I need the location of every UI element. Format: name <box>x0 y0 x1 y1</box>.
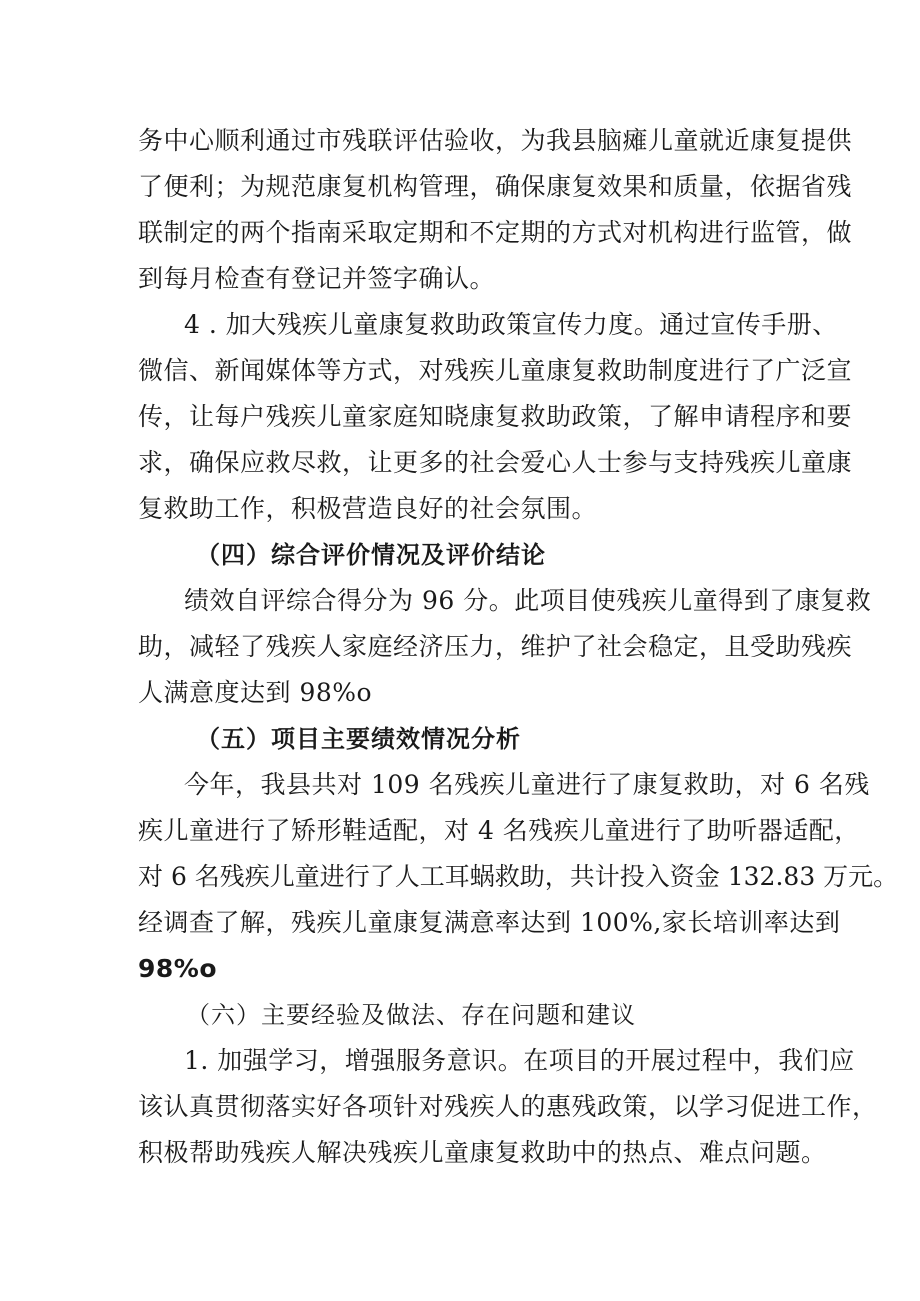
paragraph-line: 求，确保应救尽救，让更多的社会爱心人士参与支持残疾儿童康 <box>138 448 853 477</box>
paragraph-line: 该认真贯彻落实好各项针对残疾人的惠残政策，以学习促进工作， <box>138 1092 878 1121</box>
paragraph-line: 了便利；为规范康复机构管理，确保康复效果和质量，依据省残 <box>138 172 853 201</box>
paragraph-line: 疾儿童进行了矫形鞋适配，对 4 名残疾儿童进行了助听器适配， <box>138 816 860 845</box>
section-heading-4: （四）综合评价情况及评价结论 <box>196 541 546 569</box>
section-heading-5: （五）项目主要绩效情况分析 <box>196 725 521 753</box>
paragraph-line: 4 . 加大残疾儿童康复救助政策宣传力度。通过宣传手册、 <box>184 310 838 339</box>
paragraph-line: 对 6 名残疾儿童进行了人工耳蜗救助，共计投入资金 132.83 万元。 <box>138 862 899 891</box>
paragraph-line: 今年，我县共对 109 名残疾儿童进行了康复救助，对 6 名残 <box>184 770 870 799</box>
paragraph-line: 积极帮助残疾人解决残疾儿童康复救助中的热点、难点问题。 <box>138 1138 827 1167</box>
paragraph-line: 98%o <box>138 954 218 983</box>
paragraph-line: 复救助工作，积极营造良好的社会氛围。 <box>138 494 598 523</box>
paragraph-line: 到每月检查有登记并签字确认。 <box>138 264 496 293</box>
paragraph-line: 1. 加强学习，增强服务意识。在项目的开展过程中，我们应 <box>184 1046 855 1075</box>
paragraph-line: 绩效自评综合得分为 96 分。此项目使残疾儿童得到了康复救 <box>184 586 872 615</box>
paragraph-line: 联制定的两个指南采取定期和不定期的方式对机构进行监管，做 <box>138 218 853 247</box>
paragraph-line: 经调查了解，残疾儿童康复满意率达到 100%,家长培训率达到 <box>138 908 841 937</box>
paragraph-line: 微信、新闻媒体等方式，对残疾儿童康复救助制度进行了广泛宣 <box>138 356 853 385</box>
paragraph-line: 务中心顺利通过市残联评估验收，为我县脑瘫儿童就近康复提供 <box>138 126 853 155</box>
paragraph-line: 传，让每户残疾儿童家庭知晓康复救助政策，了解申请程序和要 <box>138 402 853 431</box>
section-heading-6: （六）主要经验及做法、存在问题和建议 <box>186 1001 636 1029</box>
paragraph-line: 助，减轻了残疾人家庭经济压力，维护了社会稳定，且受助残疾 <box>138 632 853 661</box>
paragraph-line: 人满意度达到 98%o <box>138 678 373 707</box>
